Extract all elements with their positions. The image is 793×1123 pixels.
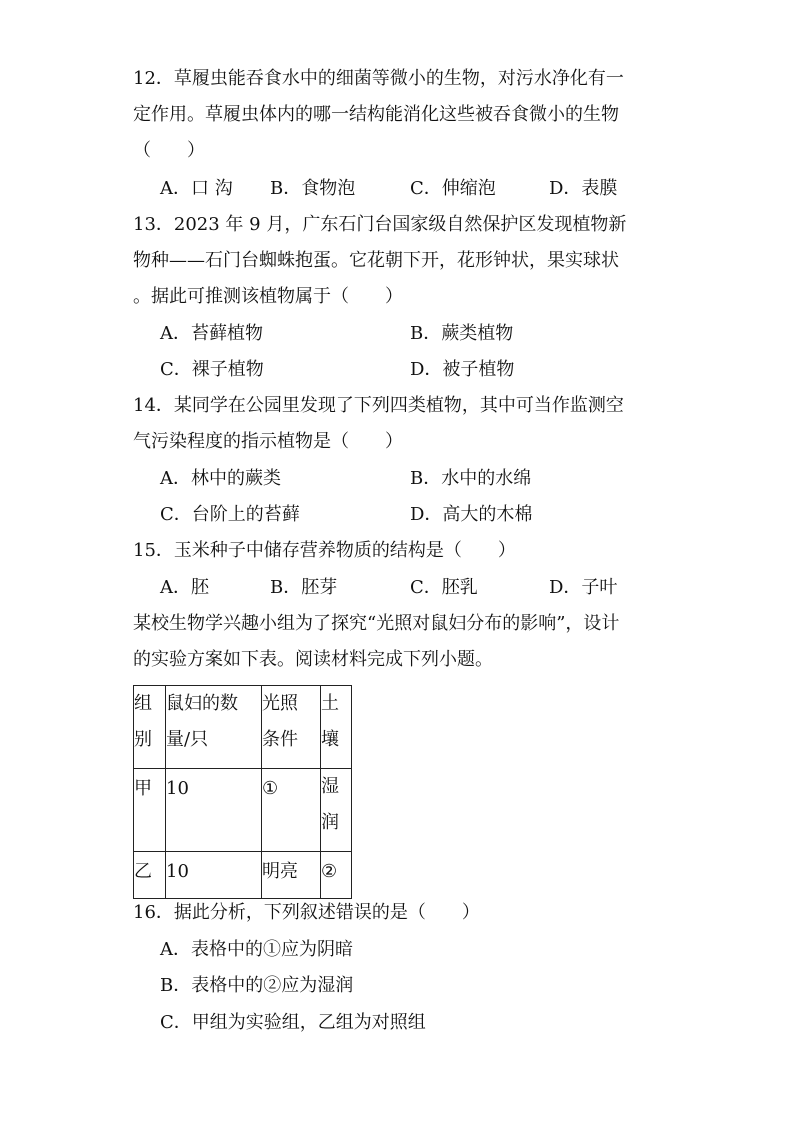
row2-light-text: 明亮 xyxy=(262,861,298,882)
row2-soil xyxy=(321,852,352,899)
material-line1: 某校生物学兴趣小组为了探究“光照对鼠妇分布的影响”，设计 xyxy=(133,613,620,634)
header-group-line2: 别 xyxy=(134,729,152,750)
q12-option-a: A．口 沟 xyxy=(160,178,233,199)
row1-count-text: 10 xyxy=(166,778,189,799)
row2-group xyxy=(134,852,166,899)
row2-soil-text: ② xyxy=(321,861,338,882)
row2-count xyxy=(166,852,262,899)
q16-option-a: A．表格中的①应为阴暗 xyxy=(160,939,353,960)
q12-option-b: B．食物泡 xyxy=(270,178,356,199)
row2-count-text: 10 xyxy=(166,861,189,882)
q16-option-b: B．表格中的②应为湿润 xyxy=(160,975,354,996)
q13-stem-line2: 物种——石门台蜘蛛抱蛋。它花朝下开，花形钟状，果实球状 xyxy=(133,250,619,271)
row1-light-text: ① xyxy=(262,778,279,799)
q12-option-d: D．表膜 xyxy=(549,178,618,199)
header-count-line1: 鼠妇的数 xyxy=(166,693,238,714)
header-light-line2: 条件 xyxy=(262,729,298,750)
q13-option-a: A．苔藓植物 xyxy=(160,323,263,344)
header-light xyxy=(262,686,321,769)
row1-group xyxy=(134,769,166,852)
material-line2: 的实验方案如下表。阅读材料完成下列小题。 xyxy=(133,649,493,670)
q12-stem-line3: （ ） xyxy=(133,140,205,161)
header-count xyxy=(166,686,262,769)
row1-count xyxy=(166,769,262,852)
q12-option-c: C．伸缩泡 xyxy=(410,178,496,199)
q13-option-b: B．蕨类植物 xyxy=(410,323,514,344)
q14-stem-line2: 气污染程度的指示植物是（ ） xyxy=(133,431,403,452)
row1-soil-line1: 湿 xyxy=(321,776,339,797)
q14-option-c: C．台阶上的苔藓 xyxy=(160,504,300,525)
q15-stem: 15．玉米种子中储存营养物质的结构是（ ） xyxy=(133,540,516,561)
row1-soil-line2: 润 xyxy=(321,812,339,833)
q14-option-b: B．水中的水绵 xyxy=(410,468,532,489)
table-row xyxy=(134,769,352,852)
row1-group-text: 甲 xyxy=(134,778,152,799)
header-soil-line1: 土 xyxy=(321,693,339,714)
q14-stem-line1: 14．某同学在公园里发现了下列四类植物，其中可当作监测空 xyxy=(133,395,624,416)
q15-option-c: C．胚乳 xyxy=(410,577,478,598)
q13-option-c: C．裸子植物 xyxy=(160,359,264,380)
row1-soil xyxy=(321,769,352,852)
q15-option-b: B．胚芽 xyxy=(270,577,338,598)
q14-option-a: A．林中的蕨类 xyxy=(160,468,281,489)
table-row xyxy=(134,852,352,899)
q13-stem-line3: 。据此可推测该植物属于（ ） xyxy=(133,286,403,307)
header-group-line1: 组 xyxy=(134,693,152,714)
header-group xyxy=(134,686,166,769)
row2-light xyxy=(262,852,321,899)
q14-option-d: D．高大的木棉 xyxy=(410,504,533,525)
table-header-row xyxy=(134,686,352,769)
q16-option-c: C．甲组为实验组，乙组为对照组 xyxy=(160,1012,426,1033)
header-soil xyxy=(321,686,352,769)
row1-light xyxy=(262,769,321,852)
header-soil-line2: 壤 xyxy=(321,729,339,750)
q15-option-d: D．子叶 xyxy=(549,577,618,598)
q12-stem-line2: 定作用。草履虫体内的哪一结构能消化这些被吞食微小的生物 xyxy=(133,104,619,125)
q13-stem-line1: 13．2023 年 9 月，广东石门台国家级自然保护区发现植物新 xyxy=(133,214,627,235)
q12-stem-line1: 12．草履虫能吞食水中的细菌等微小的生物，对污水净化有一 xyxy=(133,68,624,89)
experiment-table xyxy=(133,685,352,899)
q13-option-d: D．被子植物 xyxy=(410,359,515,380)
row2-group-text: 乙 xyxy=(134,861,152,882)
q16-stem: 16．据此分析，下列叙述错误的是（ ） xyxy=(133,902,480,923)
header-count-line2: 量/只 xyxy=(166,729,209,750)
q15-option-a: A．胚 xyxy=(160,577,209,598)
header-light-line1: 光照 xyxy=(262,693,298,714)
